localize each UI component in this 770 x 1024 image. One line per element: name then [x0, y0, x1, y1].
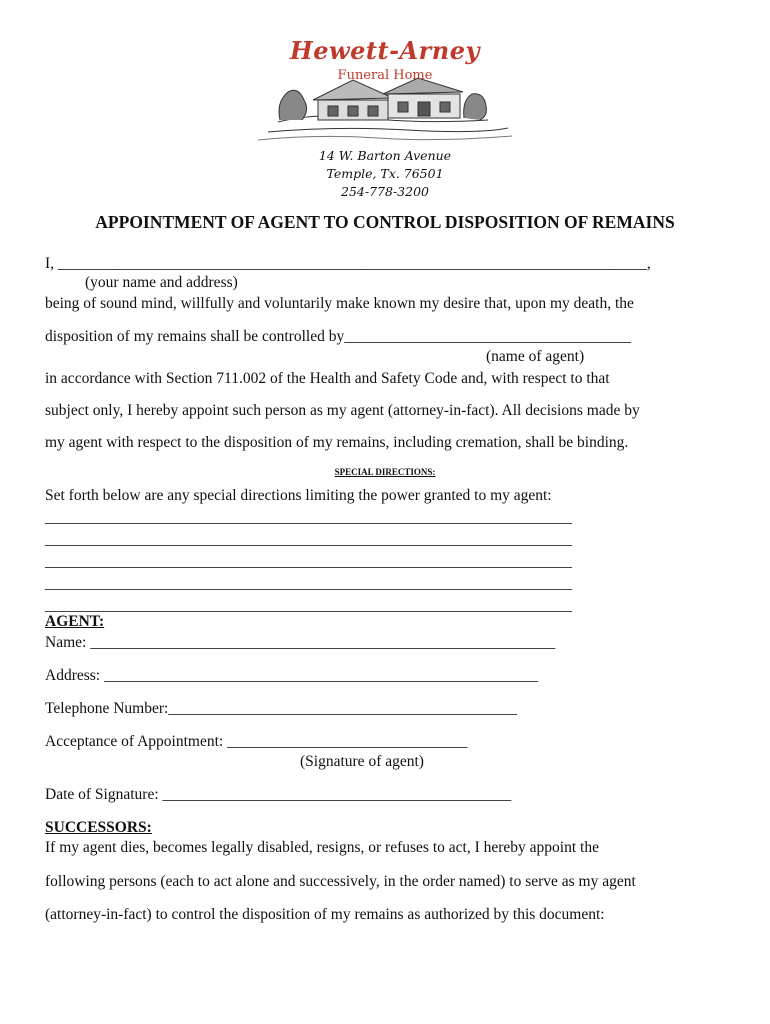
- agent-telephone-input[interactable]: Telephone Number:_____________________________________________: [45, 700, 518, 717]
- declaration-text-2: in accordance with Section 711.002 of the Health and Safety Code and, with respect to that: [45, 370, 610, 387]
- address-city: Temple, Tx. 76501: [326, 166, 444, 181]
- logo-title: Hewett-Arney: [290, 36, 480, 65]
- special-directions-line[interactable]: ____________________________________________________________________: [45, 575, 572, 592]
- principal-name-field[interactable]: I, ____________________________________________________________________________,: [45, 255, 651, 272]
- agent-heading: AGENT:: [45, 613, 105, 630]
- special-directions-line[interactable]: ____________________________________________________________________: [45, 531, 572, 548]
- funeral-home-logo: [258, 22, 512, 144]
- funeral-home-address: [0, 147, 770, 201]
- declaration-text-3: subject only, I hereby appoint such person as my agent (attorney-in-fact). All decisions made by: [45, 402, 640, 419]
- agent-name-caption: (name of agent): [486, 348, 585, 365]
- special-directions-intro: Set forth below are any special directions limiting the power granted to my agent:: [45, 487, 552, 504]
- principal-name-caption: (your name and address): [85, 274, 238, 291]
- agent-acceptance-signature[interactable]: Acceptance of Appointment: _______________________________: [45, 733, 468, 750]
- document-title: APPOINTMENT OF AGENT TO CONTROL DISPOSITION OF REMAINS: [95, 212, 675, 232]
- special-directions-line[interactable]: ____________________________________________________________________: [45, 509, 572, 526]
- successors-text-1: If my agent dies, becomes legally disabled, resigns, or refuses to act, I hereby appoint the: [45, 839, 599, 856]
- date-of-signature-input[interactable]: Date of Signature: _____________________________________________: [45, 786, 512, 803]
- special-directions-line[interactable]: ____________________________________________________________________: [45, 553, 572, 570]
- address-street: 14 W. Barton Avenue: [318, 148, 452, 163]
- special-directions-heading: SPECIAL DIRECTIONS:: [334, 467, 436, 477]
- agent-address-input[interactable]: Address: ________________________________________________________: [45, 667, 538, 684]
- agent-signature-caption: (Signature of agent): [300, 753, 424, 770]
- declaration-text-4: my agent with respect to the disposition of my remains, including cremation, shall be binding.: [45, 434, 629, 451]
- agent-name-input[interactable]: Name: ____________________________________________________________: [45, 634, 556, 651]
- special-directions-line[interactable]: ____________________________________________________________________: [45, 597, 572, 614]
- address-phone: 254-778-3200: [341, 184, 429, 199]
- declaration-text-1: being of sound mind, willfully and voluntarily make known my desire that, upon my death, the: [45, 295, 634, 312]
- successors-text-3: (attorney-in-fact) to control the disposition of my remains as authorized by this document:: [45, 906, 605, 923]
- successors-text-2: following persons (each to act alone and successively, in the order named) to serve as my agent: [45, 873, 636, 890]
- successors-heading: SUCCESSORS:: [45, 819, 152, 836]
- agent-name-field[interactable]: disposition of my remains shall be controlled by_____________________________________: [45, 328, 631, 345]
- logo-subtitle: Funeral Home: [337, 68, 433, 83]
